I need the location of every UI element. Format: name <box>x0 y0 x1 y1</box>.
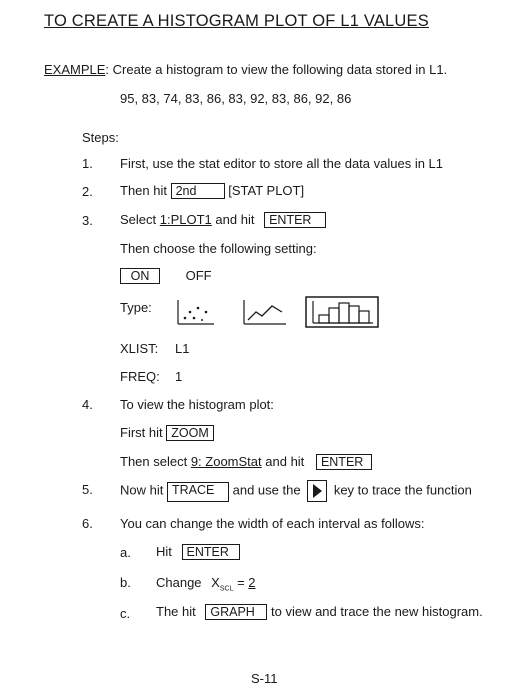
step-4-line3-mid: and hit <box>265 454 305 469</box>
step-5-line <box>120 480 472 502</box>
step-6-text: You can change the width of each interval as follows: <box>120 516 425 531</box>
histogram-plot-icon <box>305 296 379 328</box>
xscl-value: 2 <box>248 575 256 590</box>
step-4-line2 <box>120 425 214 441</box>
example-data: 95, 83, 74, 83, 86, 83, 92, 83, 86, 92, 86 <box>120 91 352 106</box>
xscl-var: X <box>211 575 220 590</box>
substep-a-pre: Hit <box>156 544 172 559</box>
step-number: 5. <box>82 482 93 497</box>
example-text: : Create a histogram to view the following data stored in L1. <box>105 62 448 77</box>
step-4-text: To view the histogram plot: <box>120 397 274 412</box>
substep-a-line <box>156 544 240 560</box>
key-graph: GRAPH <box>205 604 267 620</box>
steps-heading: Steps: <box>82 130 119 145</box>
step-4-line3-pre: Then select <box>120 454 188 469</box>
key-trace: TRACE <box>167 482 229 502</box>
page-number: S-11 <box>251 671 278 686</box>
step-3-pre: Select <box>120 212 157 227</box>
substep-b-line <box>156 575 256 593</box>
step-5-mid: and use the <box>232 482 301 498</box>
step-2-line <box>120 183 304 199</box>
substep-letter: c. <box>120 606 131 621</box>
step-4-line2-pre: First hit <box>120 425 163 440</box>
xscl-variable <box>211 575 234 593</box>
line-plot-icon <box>242 298 288 326</box>
key-enter: ENTER <box>316 454 372 470</box>
step-number: 6. <box>82 516 93 531</box>
step-3-mid: and hit <box>215 212 255 227</box>
setting-row <box>120 268 212 284</box>
type-label: Type: <box>120 300 152 315</box>
substep-letter: b. <box>120 575 131 590</box>
substep-b-pre: Change <box>156 575 202 590</box>
xlist-value: L1 <box>175 341 190 356</box>
key-enter: ENTER <box>264 212 326 228</box>
xlist-label: XLIST: <box>120 341 159 356</box>
example-line <box>44 62 447 77</box>
substep-c-post: to view and trace the new histogram. <box>271 604 483 619</box>
freq-label: FREQ: <box>120 369 160 384</box>
menu-item-plot1: 1:PLOT1 <box>159 212 212 227</box>
example-label: EXAMPLE <box>44 62 106 77</box>
step-number: 4. <box>82 397 93 412</box>
step-3-line <box>120 212 326 228</box>
substep-c-pre: The hit <box>156 604 196 619</box>
step-1-text: First, use the stat editor to store all the data values in L1 <box>120 156 444 171</box>
substep-c-line <box>156 604 483 620</box>
key-zoom: ZOOM <box>166 425 214 441</box>
off-option: OFF <box>185 268 212 283</box>
substep-letter: a. <box>120 545 131 560</box>
step-5-post: key to trace the function <box>333 482 472 498</box>
page-title: TO CREATE A HISTOGRAM PLOT OF L1 VALUES <box>44 12 429 30</box>
step-number: 2. <box>82 184 93 199</box>
xscl-sub: SCL <box>219 585 234 593</box>
xscl-equals: = <box>233 575 249 590</box>
scatter-plot-icon <box>176 298 216 326</box>
on-option: ON <box>120 268 160 284</box>
menu-item-zoomstat: 9: ZoomStat <box>190 454 262 469</box>
key-2nd: 2nd <box>171 183 225 199</box>
step-5-pre: Now hit <box>120 482 164 498</box>
key-enter: ENTER <box>182 544 240 560</box>
freq-value: 1 <box>175 369 183 384</box>
step-3-line2: Then choose the following setting: <box>120 241 317 256</box>
right-arrow-key-icon <box>307 480 327 502</box>
step-number: 3. <box>82 213 93 228</box>
step-4-line3 <box>120 454 372 470</box>
step-2-post: [STAT PLOT] <box>228 183 305 198</box>
step-number: 1. <box>82 156 93 171</box>
step-2-pre: Then hit <box>120 183 167 198</box>
